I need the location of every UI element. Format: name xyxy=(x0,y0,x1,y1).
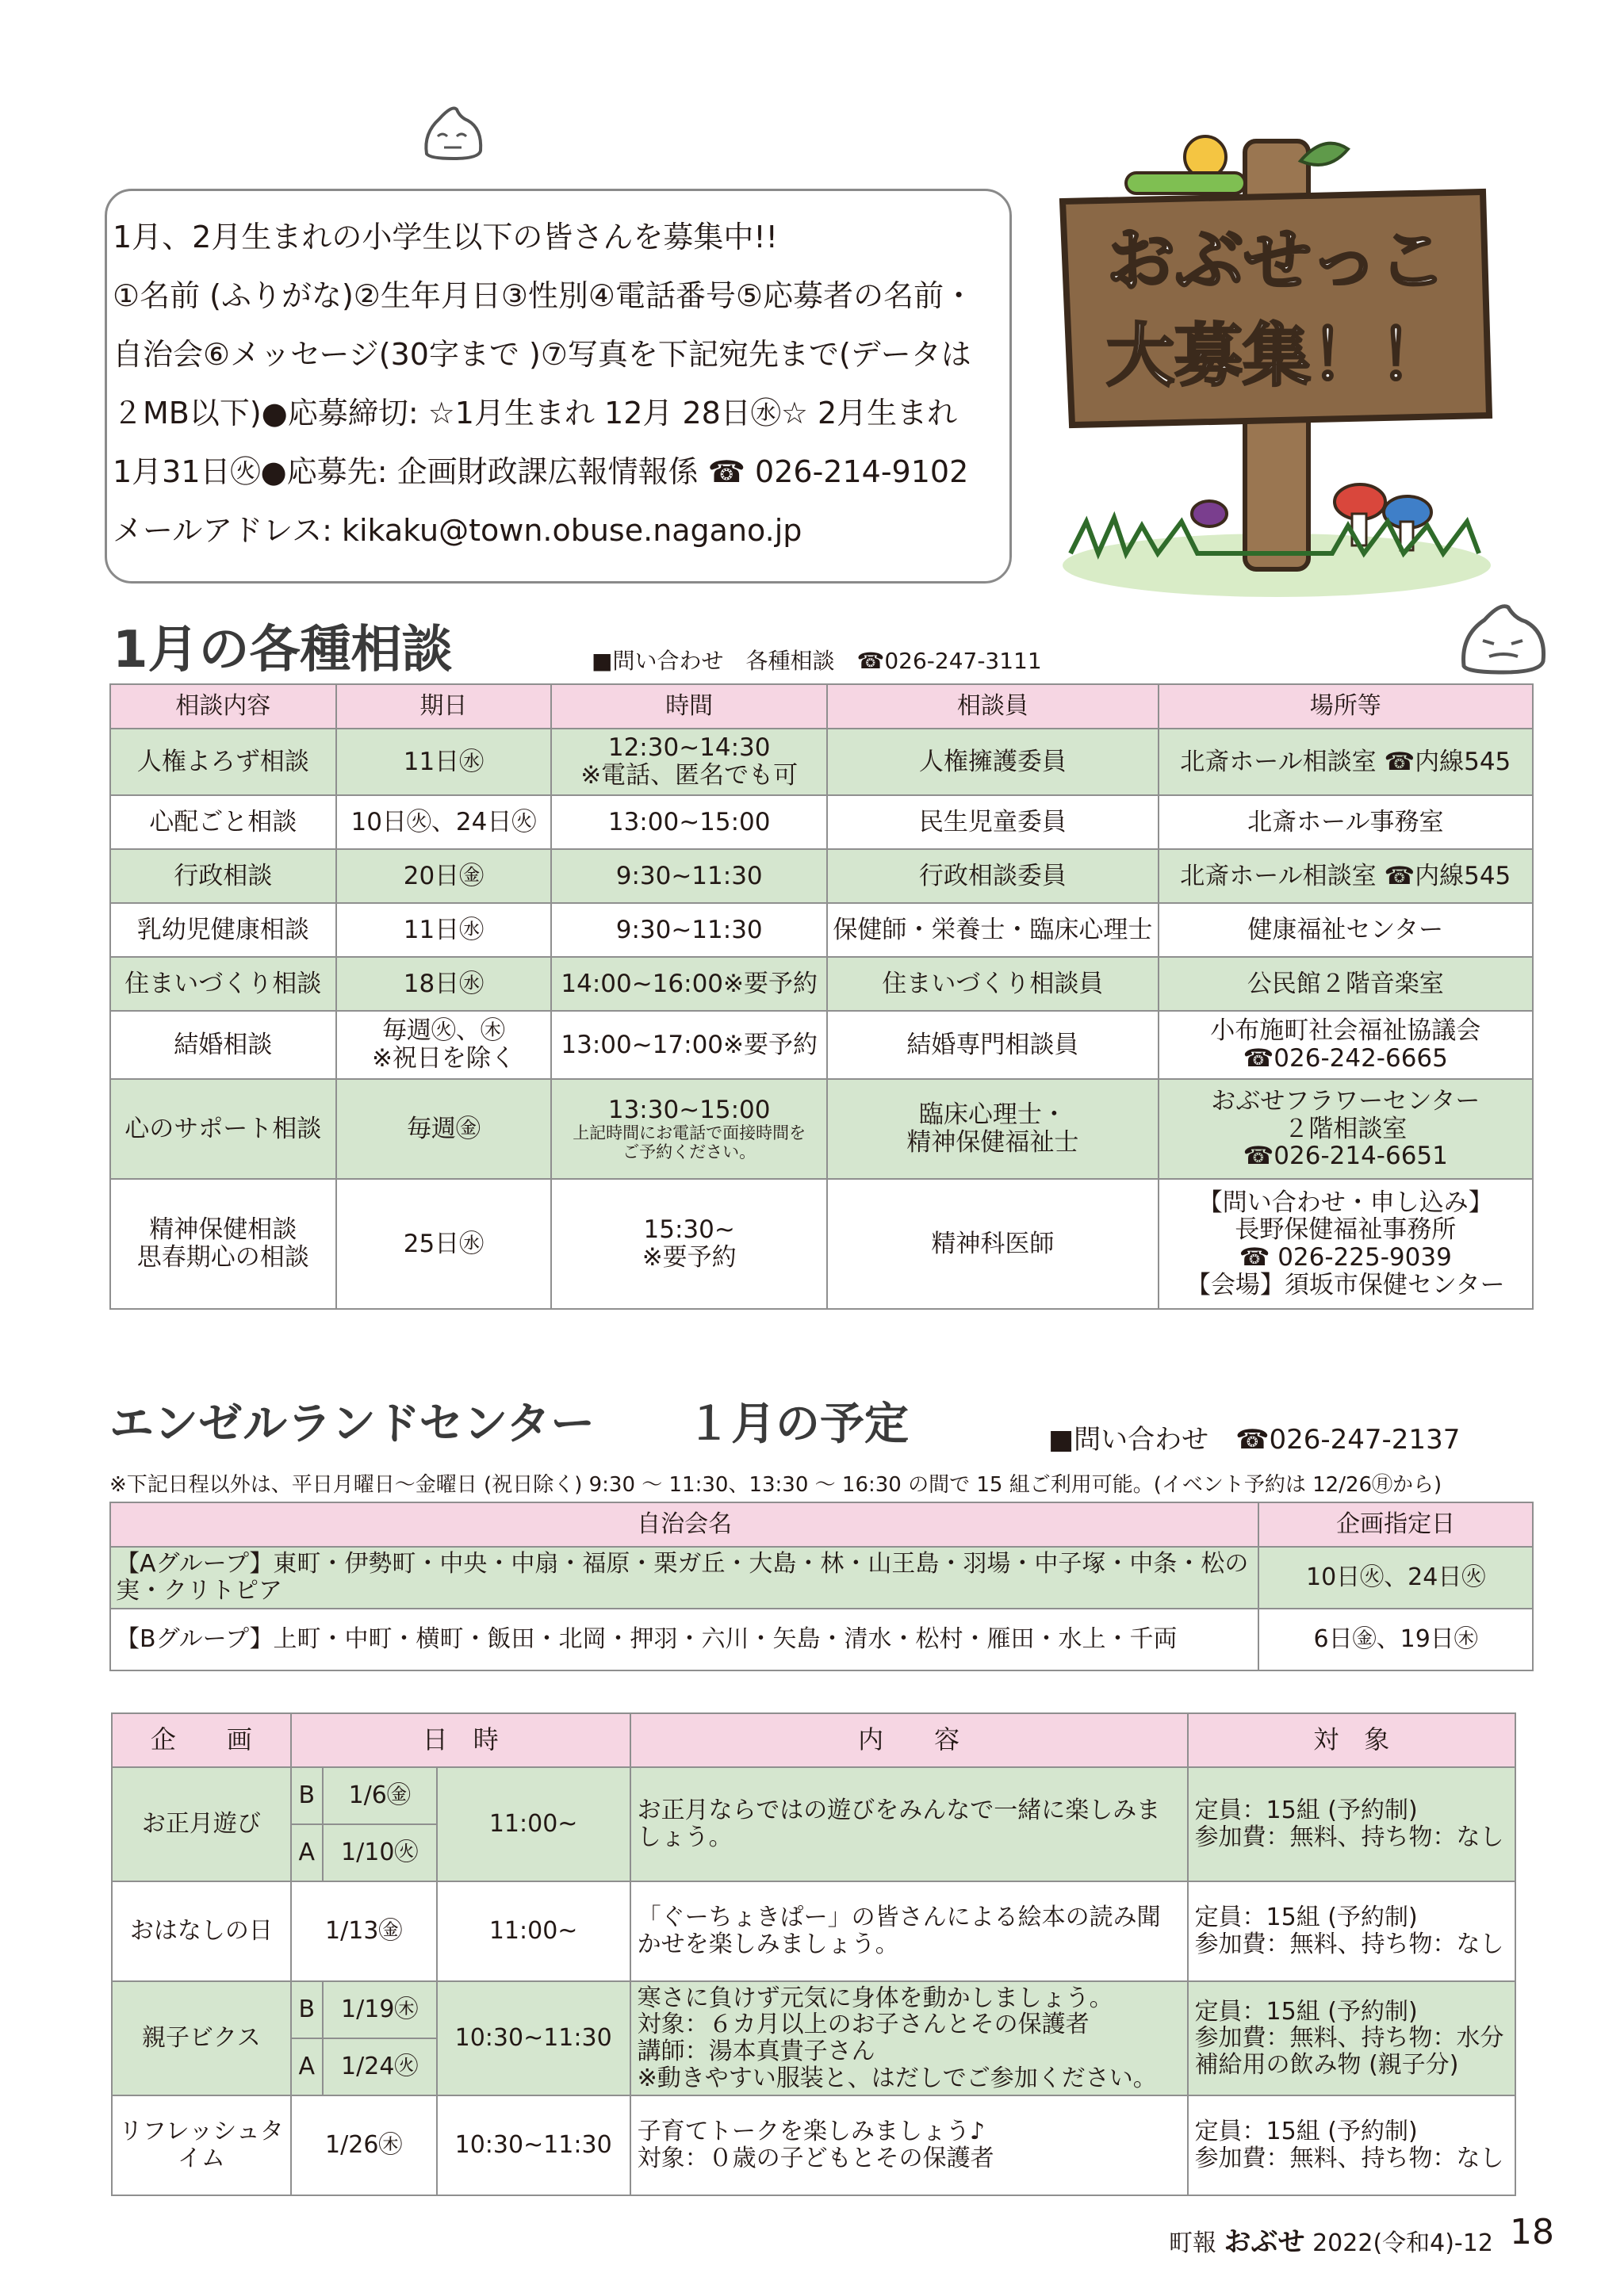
cell: 保健師・栄養士・臨床心理士 xyxy=(827,903,1158,957)
table-row xyxy=(110,849,1533,903)
notice-line: ２MB以下)●応募締切: ☆1月生まれ 12月 28日㊌☆ 2月生まれ xyxy=(113,396,958,430)
footer-publication xyxy=(1169,2220,1493,2259)
cell: リフレッシュタイム xyxy=(112,2095,291,2195)
cell xyxy=(630,1981,1188,2095)
cell: 18日㊌ xyxy=(336,957,552,1011)
cell: 行政相談 xyxy=(110,849,336,903)
column-header: 時間 xyxy=(551,684,827,729)
cell: 1/13㊎ xyxy=(291,1881,437,1981)
cell-line: ☎026-242-6665 xyxy=(1243,1044,1448,1073)
cell: 9:30~11:30 xyxy=(551,849,827,903)
signboard-illustration xyxy=(1055,125,1499,601)
cell-line: 12:30~14:30 xyxy=(607,733,771,763)
cell-line: 対象：６カ月以上のお子さんとその保護者 xyxy=(637,2011,1090,2039)
cell-line: 思春期心の相談 xyxy=(136,1243,309,1272)
angel-section-subtitle: １月の予定 xyxy=(687,1399,909,1450)
cell: 13:00~15:00 xyxy=(551,795,827,849)
cell: お正月遊び xyxy=(112,1767,291,1881)
cell xyxy=(110,1179,336,1309)
cell-line: 講師：湯本真貴子さん xyxy=(637,2038,875,2065)
cell-line: 補給用の飲み物 (親子分) xyxy=(1194,2050,1459,2079)
cell: 1/10㊋ xyxy=(323,1824,437,1881)
notice-line: メールアドレス: kikaku@town.obuse.nagano.jp xyxy=(113,513,802,548)
column-header: 相談内容 xyxy=(110,684,336,729)
cell: 北斎ホール相談室 ☎内線545 xyxy=(1159,729,1533,795)
column-header: 自治会名 xyxy=(110,1502,1258,1547)
cell: 10:30~11:30 xyxy=(437,2095,630,2195)
column-header: 相談員 xyxy=(827,684,1158,729)
angel-note: ※下記日程以外は、平日月曜日～金曜日 (祝日除く) 9:30 ～ 11:30、13:30 ～ 16:30 の間で 15 組ご利用可能。(イベント予約は 12/26㊊から) xyxy=(109,1473,1442,1497)
cell xyxy=(1188,1767,1515,1881)
cell: 1/24㊋ xyxy=(323,2038,437,2095)
cell: 11:00~ xyxy=(437,1881,630,1981)
cell: 1/26㊍ xyxy=(291,2095,437,2195)
cell-line: ※動きやすい服装と、はだしでご参加ください。 xyxy=(637,2064,1157,2092)
table-row xyxy=(110,729,1533,795)
cell: 14:00~16:00※要予約 xyxy=(551,957,827,1011)
angel-contact: ■問い合わせ ☎026-247-2137 xyxy=(1048,1424,1461,1456)
cell: 13:00~17:00※要予約 xyxy=(551,1011,827,1079)
column-header: 企 画 xyxy=(112,1713,291,1767)
cell-line: 【会場】須坂市保健センター xyxy=(1185,1270,1505,1299)
cell: 心のサポート相談 xyxy=(110,1079,336,1179)
cell: 10:30~11:30 xyxy=(437,1981,630,2095)
cell xyxy=(630,2095,1188,2195)
cell: 10日㊋、24日㊋ xyxy=(336,795,552,849)
footer-prefix: 町報 xyxy=(1169,2229,1216,2257)
cell-line: 毎週㊋、㊍ xyxy=(381,1016,505,1046)
cell: 親子ビクス xyxy=(112,1981,291,2095)
column-header: 期日 xyxy=(336,684,552,729)
cell: 9:30~11:30 xyxy=(551,903,827,957)
cell: 11日㊌ xyxy=(336,729,552,795)
cell-line: 精神保健福祉士 xyxy=(906,1128,1079,1157)
table-row xyxy=(110,903,1533,957)
column-header: 場所等 xyxy=(1159,684,1533,729)
notice-line: ①名前 (ふりがな)②生年月日③性別④電話番号⑤応募者の名前・ xyxy=(113,278,975,313)
cell: A xyxy=(291,1824,323,1881)
cell-line: 13:30~15:00 xyxy=(607,1095,771,1124)
cell-note: 上記時間にお電話で面接時間を xyxy=(573,1123,806,1143)
page-number: 18 xyxy=(1510,2212,1554,2252)
cell-note: ご予約ください。 xyxy=(622,1142,756,1162)
cell-line: 15:30~ xyxy=(643,1215,735,1245)
table-row xyxy=(110,957,1533,1011)
cell-line: おぶせフラワーセンター xyxy=(1211,1086,1480,1115)
cell: 結婚専門相談員 xyxy=(827,1011,1158,1079)
notice-line: 1月、2月生まれの小学生以下の皆さんを募集中!! xyxy=(113,220,778,254)
table-row xyxy=(112,2095,1515,2195)
cell: 行政相談委員 xyxy=(827,849,1158,903)
table-row xyxy=(110,1609,1533,1670)
chestnut-mascot-icon xyxy=(420,101,485,162)
cell xyxy=(336,1011,552,1079)
consult-section-title: 1月の各種相談 xyxy=(113,621,453,679)
sign-text-line2: 大募集！！ xyxy=(1106,316,1447,396)
cell-line: ☎026-214-6651 xyxy=(1243,1142,1448,1171)
cell: 住まいづくり相談 xyxy=(110,957,336,1011)
cell-line: 定員：15組 (予約制) xyxy=(1194,1797,1418,1825)
chestnut-mascot-icon xyxy=(1456,596,1551,675)
cell xyxy=(1188,1981,1515,2095)
cell xyxy=(551,729,827,795)
cell-line: 定員：15組 (予約制) xyxy=(1194,1997,1418,2026)
cell-line: 定員：15組 (予約制) xyxy=(1194,2118,1418,2146)
cell: 公民館２階音楽室 xyxy=(1159,957,1533,1011)
consult-table xyxy=(109,683,1534,1310)
column-header: 内 容 xyxy=(630,1713,1188,1767)
event-table xyxy=(111,1712,1516,2196)
cell: 結婚相談 xyxy=(110,1011,336,1079)
table-row xyxy=(110,795,1533,849)
table-row xyxy=(112,1881,1515,1981)
notice-line: 自治会⑥メッセージ(30字まで )⑦写真を下記宛先まで(データは xyxy=(113,337,971,372)
cell: 住まいづくり相談員 xyxy=(827,957,1158,1011)
cell: 北斎ホール相談室 ☎内線545 xyxy=(1159,849,1533,903)
table-row xyxy=(110,1547,1533,1609)
cell: 11日㊌ xyxy=(336,903,552,957)
cell: B xyxy=(291,1767,323,1824)
cell-line: ☎ 026-225-9039 xyxy=(1239,1243,1452,1272)
cell: 毎週㊎ xyxy=(336,1079,552,1179)
cell-line: 参加費：無料、持ち物：なし xyxy=(1194,1931,1504,1958)
table-row xyxy=(110,1011,1533,1079)
cell-line: 参加費：無料、持ち物：なし xyxy=(1194,2145,1504,2172)
footer-issue: 2022(令和4)-12 xyxy=(1312,2229,1493,2257)
cell-line: 参加費：無料、持ち物：なし xyxy=(1194,1823,1504,1851)
cell-line: 小布施町社会福祉協議会 xyxy=(1210,1016,1481,1046)
cell: 【Bグループ】上町・中町・横町・飯田・北岡・押羽・六川・矢島・清水・松村・雁田・水上・千両 xyxy=(110,1609,1258,1670)
cell-line: ※要予約 xyxy=(642,1243,737,1272)
cell: B xyxy=(291,1981,323,2038)
cell: お正月ならではの遊びをみんなで一緒に楽しみましょう。 xyxy=(630,1767,1188,1881)
cell: 人権よろず相談 xyxy=(110,729,336,795)
cell: 心配ごと相談 xyxy=(110,795,336,849)
cell-line: ※電話、匿名でも可 xyxy=(580,761,799,790)
cell: 25日㊌ xyxy=(336,1179,552,1309)
cell xyxy=(1159,1011,1533,1079)
cell: 11:00~ xyxy=(437,1767,630,1881)
cell: 民生児童委員 xyxy=(827,795,1158,849)
cell xyxy=(551,1179,827,1309)
recruit-notice-text xyxy=(113,208,1025,560)
cell-line: 精神保健相談 xyxy=(149,1215,297,1245)
cell xyxy=(1188,2095,1515,2195)
cell-line: 対象：０歳の子どもとその保護者 xyxy=(637,2145,994,2172)
cell-line: 参加費：無料、持ち物：水分 xyxy=(1194,2024,1504,2053)
cell: 北斎ホール事務室 xyxy=(1159,795,1533,849)
cell xyxy=(1188,1881,1515,1981)
cell-line: 【問い合わせ・申し込み】 xyxy=(1197,1188,1493,1217)
cell: 1/6㊎ xyxy=(323,1767,437,1824)
table-row xyxy=(112,1767,1515,1824)
cell xyxy=(1159,1179,1533,1309)
table-row xyxy=(110,1179,1533,1309)
consult-contact: ■問い合わせ 各種相談 ☎026-247-3111 xyxy=(592,648,1042,674)
column-header: 対 象 xyxy=(1188,1713,1515,1767)
cell: 6日㊎、19日㊍ xyxy=(1258,1609,1533,1670)
cell: 20日㊎ xyxy=(336,849,552,903)
cell-line: 長野保健福祉事務所 xyxy=(1235,1215,1457,1245)
sign-text-line1: おぶせっこ xyxy=(1106,221,1447,300)
cell xyxy=(1159,1079,1533,1179)
cell: 健康福祉センター xyxy=(1159,903,1533,957)
table-row xyxy=(110,1079,1533,1179)
cell-line: 子育てトークを楽しみましょう♪ xyxy=(637,2118,986,2146)
notice-line: 1月31日㊋●応募先: 企画財政課広報情報係 ☎ 026-214-9102 xyxy=(113,454,969,489)
cell-line: 定員：15組 (予約制) xyxy=(1194,1904,1418,1932)
cell: 【Aグループ】東町・伊勢町・中央・中扇・福原・栗ガ丘・大島・林・山王島・羽場・中子塚・中条・松の実・クリトピア xyxy=(110,1547,1258,1609)
cell: 乳幼児健康相談 xyxy=(110,903,336,957)
footer-name: おぶせ xyxy=(1224,2226,1305,2258)
cell: 精神科医師 xyxy=(827,1179,1158,1309)
cell: 10日㊋、24日㊋ xyxy=(1258,1547,1533,1609)
cell-line: ※祝日を除く xyxy=(371,1044,515,1073)
column-header: 日 時 xyxy=(291,1713,630,1767)
cell xyxy=(551,1079,827,1179)
table-row xyxy=(112,1981,1515,2038)
cell: おはなしの日 xyxy=(112,1881,291,1981)
cell-line: 臨床心理士・ xyxy=(918,1100,1067,1130)
cell: A xyxy=(291,2038,323,2095)
cell-line: 寒さに負けず元気に身体を動かしましょう。 xyxy=(637,1984,1113,2012)
cell: 1/19㊍ xyxy=(323,1981,437,2038)
cell: 「ぐーちょきぱー」の皆さんによる絵本の読み聞かせを楽しみましょう。 xyxy=(630,1881,1188,1981)
column-header: 企画指定日 xyxy=(1258,1502,1533,1547)
cell xyxy=(827,1079,1158,1179)
cell: 人権擁護委員 xyxy=(827,729,1158,795)
group-table xyxy=(109,1502,1534,1671)
cell-line: ２階相談室 xyxy=(1284,1114,1408,1143)
angel-section-title: エンゼルランドセンター xyxy=(109,1399,596,1450)
